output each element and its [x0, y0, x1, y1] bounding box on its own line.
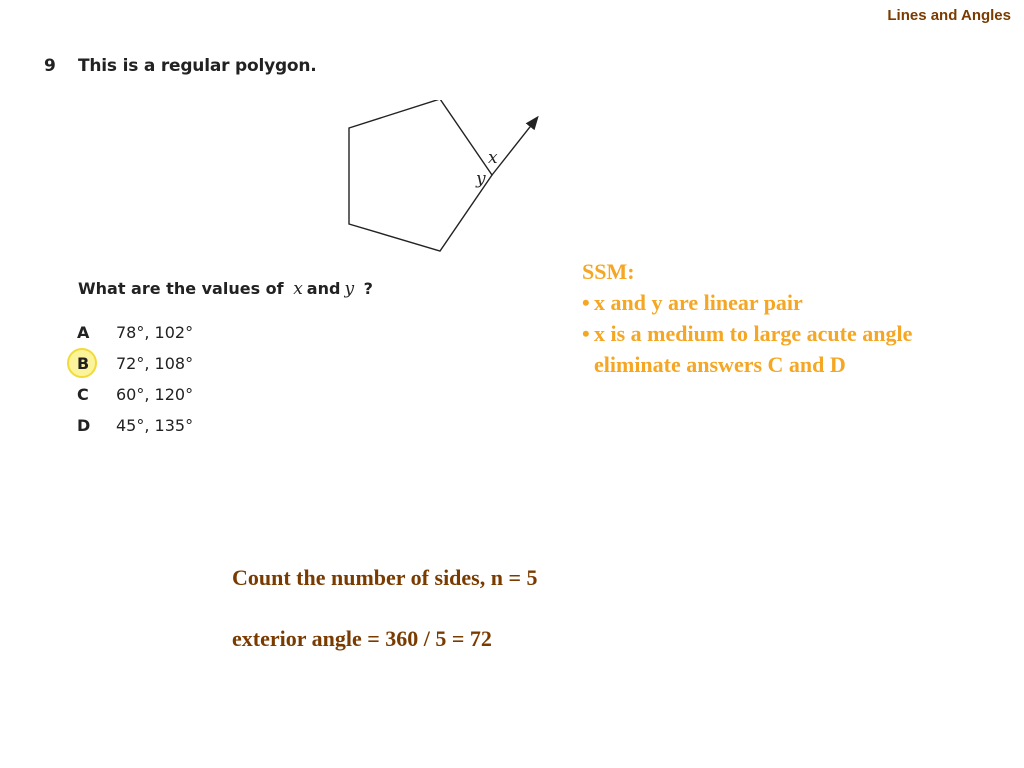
slide-title: Lines and Angles: [887, 7, 1011, 24]
extended-side-ray: [492, 118, 537, 175]
question-stem: This is a regular polygon.: [78, 56, 317, 76]
bullet-icon: •: [582, 321, 590, 346]
choice-d[interactable]: [62, 410, 362, 441]
choice-c[interactable]: [62, 379, 362, 410]
prompt-text-before: What are the values of: [78, 279, 284, 298]
angle-label-x: x: [488, 148, 498, 168]
ssm-notes: [582, 256, 1012, 380]
choice-text: 60°, 120°: [116, 385, 194, 404]
angle-label-y: y: [476, 169, 486, 189]
choice-letter: C: [77, 385, 89, 404]
work-line-exterior-angle: exterior angle = 360 / 5 = 72: [232, 626, 492, 651]
choice-text: 72°, 108°: [116, 354, 194, 373]
prompt-text-and: and: [306, 279, 341, 298]
choice-text: 78°, 102°: [116, 323, 194, 342]
choice-text: 45°, 135°: [116, 416, 194, 435]
ssm-bullet: [582, 287, 1012, 318]
choice-letter: B: [62, 348, 106, 379]
prompt-text-after: ?: [363, 279, 373, 298]
choice-a[interactable]: [62, 317, 362, 348]
work-line-count-sides: Count the number of sides, n = 5: [232, 565, 538, 590]
prompt-var-x: x: [293, 279, 303, 299]
bullet-icon: •: [582, 290, 590, 315]
prompt-var-y: y: [344, 279, 355, 299]
question-number: 9: [44, 56, 56, 76]
pentagon-figure: [330, 100, 570, 270]
ssm-bullet-text: x and y are linear pair: [594, 290, 803, 315]
question-prompt: [78, 279, 373, 299]
answer-choices: [62, 317, 362, 441]
ssm-bullet-continuation: eliminate answers C and D: [594, 352, 846, 377]
choice-b[interactable]: [62, 348, 362, 379]
pentagon-diagram: [330, 100, 570, 270]
ssm-bullet-text: x is a medium to large acute angle: [594, 321, 913, 346]
choice-letter: A: [77, 323, 90, 342]
pentagon-shape: [349, 100, 492, 251]
ssm-heading: SSM:: [582, 259, 635, 284]
worked-solution: [232, 563, 538, 654]
ssm-bullet: [582, 318, 1012, 349]
choice-letter: D: [77, 416, 91, 435]
